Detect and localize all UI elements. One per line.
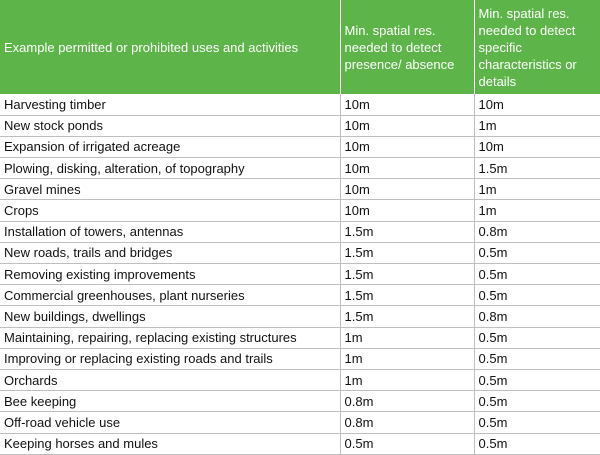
cell-use: New stock ponds xyxy=(0,115,340,136)
table-row xyxy=(0,391,600,412)
header-detail-resolution: Min. spatial res. needed to detect specific characteristics or details xyxy=(474,0,600,94)
cell-detail-resolution: 0.5m xyxy=(474,412,600,433)
table-row xyxy=(0,327,600,348)
table-row xyxy=(0,115,600,136)
table-row xyxy=(0,306,600,327)
cell-detail-resolution: 1m xyxy=(474,200,600,221)
cell-presence-resolution: 1.5m xyxy=(340,242,474,263)
cell-detail-resolution: 10m xyxy=(474,136,600,157)
cell-presence-resolution: 10m xyxy=(340,200,474,221)
cell-detail-resolution: 0.5m xyxy=(474,242,600,263)
cell-use: Expansion of irrigated acreage xyxy=(0,136,340,157)
cell-detail-resolution: 0.8m xyxy=(474,221,600,242)
cell-detail-resolution: 0.8m xyxy=(474,306,600,327)
cell-presence-resolution: 0.5m xyxy=(340,433,474,454)
cell-presence-resolution: 1m xyxy=(340,327,474,348)
table-body xyxy=(0,94,600,454)
cell-detail-resolution: 0.5m xyxy=(474,391,600,412)
cell-detail-resolution: 0.5m xyxy=(474,285,600,306)
cell-detail-resolution: 0.5m xyxy=(474,369,600,390)
cell-presence-resolution: 1.5m xyxy=(340,306,474,327)
table-row xyxy=(0,412,600,433)
table-row xyxy=(0,264,600,285)
table-row xyxy=(0,221,600,242)
cell-use: Harvesting timber xyxy=(0,94,340,115)
cell-use: Installation of towers, antennas xyxy=(0,221,340,242)
cell-presence-resolution: 10m xyxy=(340,115,474,136)
cell-presence-resolution: 10m xyxy=(340,158,474,179)
cell-detail-resolution: 0.5m xyxy=(474,433,600,454)
cell-use: Maintaining, repairing, replacing existing structures xyxy=(0,327,340,348)
cell-use: Removing existing improvements xyxy=(0,264,340,285)
cell-detail-resolution: 0.5m xyxy=(474,348,600,369)
cell-detail-resolution: 0.5m xyxy=(474,327,600,348)
table-row xyxy=(0,179,600,200)
table-row xyxy=(0,94,600,115)
cell-detail-resolution: 1.5m xyxy=(474,158,600,179)
cell-use: Crops xyxy=(0,200,340,221)
cell-use: Orchards xyxy=(0,369,340,390)
cell-presence-resolution: 1m xyxy=(340,348,474,369)
cell-use: New buildings, dwellings xyxy=(0,306,340,327)
cell-presence-resolution: 10m xyxy=(340,136,474,157)
header-uses: Example permitted or prohibited uses and activities xyxy=(0,0,340,94)
header-row xyxy=(0,0,600,94)
cell-detail-resolution: 10m xyxy=(474,94,600,115)
table-row xyxy=(0,136,600,157)
table-header xyxy=(0,0,600,94)
cell-presence-resolution: 0.8m xyxy=(340,391,474,412)
cell-presence-resolution: 10m xyxy=(340,94,474,115)
table-row xyxy=(0,285,600,306)
table-row xyxy=(0,158,600,179)
cell-use: Plowing, disking, alteration, of topography xyxy=(0,158,340,179)
cell-use: Commercial greenhouses, plant nurseries xyxy=(0,285,340,306)
cell-presence-resolution: 1m xyxy=(340,369,474,390)
cell-use: Gravel mines xyxy=(0,179,340,200)
cell-use: New roads, trails and bridges xyxy=(0,242,340,263)
table-row xyxy=(0,369,600,390)
table-row xyxy=(0,433,600,454)
table-row xyxy=(0,242,600,263)
table-row xyxy=(0,348,600,369)
cell-detail-resolution: 1m xyxy=(474,115,600,136)
cell-presence-resolution: 0.8m xyxy=(340,412,474,433)
header-presence-resolution: Min. spatial res. needed to detect presence/ absence xyxy=(340,0,474,94)
cell-detail-resolution: 0.5m xyxy=(474,264,600,285)
cell-use: Improving or replacing existing roads and trails xyxy=(0,348,340,369)
cell-presence-resolution: 1.5m xyxy=(340,285,474,306)
cell-use: Keeping horses and mules xyxy=(0,433,340,454)
cell-presence-resolution: 1.5m xyxy=(340,264,474,285)
cell-presence-resolution: 1.5m xyxy=(340,221,474,242)
cell-detail-resolution: 1m xyxy=(474,179,600,200)
cell-presence-resolution: 10m xyxy=(340,179,474,200)
cell-use: Off-road vehicle use xyxy=(0,412,340,433)
cell-use: Bee keeping xyxy=(0,391,340,412)
table-row xyxy=(0,200,600,221)
